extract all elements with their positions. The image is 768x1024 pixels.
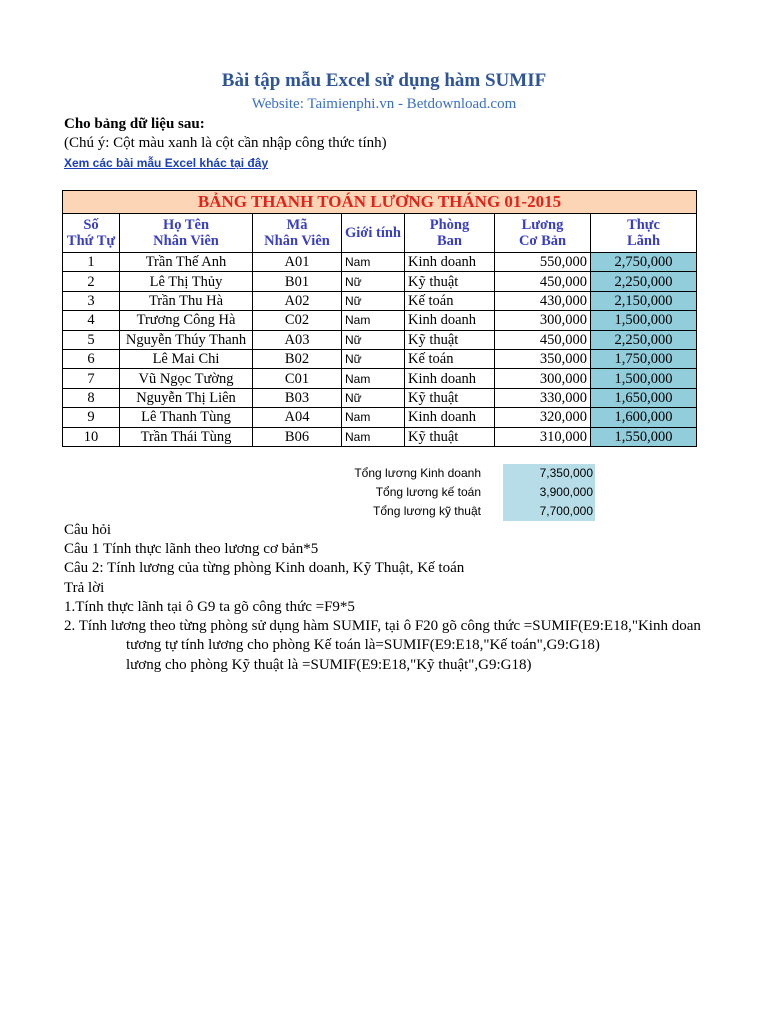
department-cell[interactable]: Kinh doanh (405, 369, 495, 388)
base-salary-cell[interactable]: 350,000 (495, 349, 591, 368)
table-body (63, 253, 697, 447)
base-salary-cell[interactable]: 430,000 (495, 291, 591, 310)
document-title: Bài tập mẫu Excel sử dụng hàm SUMIF (221, 70, 547, 91)
more-examples-link[interactable]: Xem các bài mẫu Excel khác tại đây (64, 156, 269, 170)
gender-cell[interactable]: Nam (342, 408, 405, 427)
column-header-line: Số (83, 217, 99, 233)
table-row (63, 272, 697, 291)
summary-technical (300, 502, 595, 521)
gender-cell[interactable]: Nữ (342, 291, 405, 310)
row-number-cell[interactable]: 8 (63, 388, 120, 407)
table-row (63, 388, 697, 407)
base-salary-cell[interactable]: 300,000 (495, 369, 591, 388)
column-header (253, 214, 342, 253)
employee-id-cell[interactable]: B03 (253, 388, 342, 407)
column-header-line: Giới tính (345, 225, 401, 241)
employee-name-cell[interactable]: Trần Thế Anh (120, 253, 253, 272)
table-row (63, 291, 697, 310)
intro-text: Cho bảng dữ liệu sau: (64, 116, 205, 132)
summary-label: Tổng lương kế toán (375, 485, 481, 499)
department-cell[interactable]: Kế toán (405, 291, 495, 310)
column-header (495, 214, 591, 253)
department-cell[interactable]: Kỹ thuật (405, 330, 495, 349)
table-row (63, 253, 697, 272)
column-header-line: Nhân Viên (153, 233, 219, 249)
employee-name-cell[interactable]: Trần Thái Tùng (120, 427, 253, 446)
questions-heading: Câu hỏi (64, 522, 112, 538)
employee-id-cell[interactable]: C01 (253, 369, 342, 388)
row-number-cell[interactable]: 7 (63, 369, 120, 388)
summary-value: 3,900,000 (503, 483, 595, 502)
table-row (63, 427, 697, 446)
row-number-cell[interactable]: 5 (63, 330, 120, 349)
net-pay-cell[interactable]: 1,600,000 (591, 408, 697, 427)
base-salary-cell[interactable]: 550,000 (495, 253, 591, 272)
website-line: Website: Taimienphi.vn - Betdownload.com (251, 96, 517, 112)
column-header-line: Lãnh (626, 233, 661, 249)
column-header-line: Lương (521, 217, 564, 233)
department-cell[interactable]: Kỹ thuật (405, 427, 495, 446)
column-header (63, 214, 120, 253)
table-banner: BẢNG THANH TOÁN LƯƠNG THÁNG 01-2015 (63, 191, 697, 214)
employee-id-cell[interactable]: B06 (253, 427, 342, 446)
net-pay-cell[interactable]: 1,500,000 (591, 311, 697, 330)
gender-cell[interactable]: Nam (342, 311, 405, 330)
employee-name-cell[interactable]: Nguyễn Thúy Thanh (120, 330, 253, 349)
base-salary-cell[interactable]: 320,000 (495, 408, 591, 427)
base-salary-cell[interactable]: 300,000 (495, 311, 591, 330)
department-cell[interactable]: Kế toán (405, 349, 495, 368)
row-number-cell[interactable]: 9 (63, 408, 120, 427)
net-pay-cell[interactable]: 1,750,000 (591, 349, 697, 368)
employee-name-cell[interactable]: Trần Thu Hà (120, 291, 253, 310)
summary-label: Tổng lương kỹ thuật (373, 504, 481, 518)
answer-1: 1.Tính thực lãnh tại ô G9 ta gõ công thức =F9*5 (64, 599, 355, 615)
employee-name-cell[interactable]: Lê Mai Chi (120, 349, 253, 368)
summary-value: 7,700,000 (503, 502, 595, 521)
row-number-cell[interactable]: 10 (63, 427, 120, 446)
column-header-line: Thực (627, 217, 660, 233)
column-header (405, 214, 495, 253)
column-header-line: Nhân Viên (264, 233, 330, 249)
table-row (63, 349, 697, 368)
column-header-line: Cơ Bản (518, 233, 567, 249)
employee-name-cell[interactable]: Vũ Ngọc Tường (120, 369, 253, 388)
column-header (342, 214, 405, 253)
answer-2-line-2: tương tự tính lương cho phòng Kế toán là=SUMIF(E9:E18,"Kế toán",G9:G18) (126, 637, 600, 653)
employee-id-cell[interactable]: A04 (253, 408, 342, 427)
table-row (63, 408, 697, 427)
employee-id-cell[interactable]: A02 (253, 291, 342, 310)
base-salary-cell[interactable]: 330,000 (495, 388, 591, 407)
column-header-line: Ban (437, 233, 462, 249)
gender-cell[interactable]: Nữ (342, 272, 405, 291)
answer-heading: Trả lời (64, 580, 105, 596)
row-number-cell[interactable]: 2 (63, 272, 120, 291)
column-header (120, 214, 253, 253)
table-row (63, 330, 697, 349)
employee-id-cell[interactable]: A03 (253, 330, 342, 349)
net-pay-cell[interactable]: 1,550,000 (591, 427, 697, 446)
employee-id-cell[interactable]: A01 (253, 253, 342, 272)
employee-name-cell[interactable]: Lê Thanh Tùng (120, 408, 253, 427)
salary-table (62, 190, 697, 447)
table-header-row (63, 214, 697, 253)
base-salary-cell[interactable]: 450,000 (495, 272, 591, 291)
employee-id-cell[interactable]: C02 (253, 311, 342, 330)
gender-cell[interactable]: Nữ (342, 388, 405, 407)
summary-value: 7,350,000 (503, 464, 595, 483)
question-2: Câu 2: Tính lương của từng phòng Kinh doanh, Kỹ Thuật, Kế toán (64, 560, 465, 576)
department-cell[interactable]: Kinh doanh (405, 253, 495, 272)
question-1: Câu 1 Tính thực lãnh theo lương cơ bản*5 (64, 541, 319, 557)
note-text: (Chú ý: Cột màu xanh là cột cần nhập công thức tính) (64, 135, 387, 151)
department-cell[interactable]: Kinh doanh (405, 408, 495, 427)
summary-accounting (300, 483, 595, 502)
department-cell[interactable]: Kinh doanh (405, 311, 495, 330)
department-cell[interactable]: Kỹ thuật (405, 388, 495, 407)
employee-id-cell[interactable]: B02 (253, 349, 342, 368)
column-header-line: Mã (286, 217, 308, 233)
table-row (63, 311, 697, 330)
employee-name-cell[interactable]: Lê Thị Thủy (120, 272, 253, 291)
base-salary-cell[interactable]: 450,000 (495, 330, 591, 349)
base-salary-cell[interactable]: 310,000 (495, 427, 591, 446)
net-pay-cell[interactable]: 2,750,000 (591, 253, 697, 272)
summary-label: Tổng lương Kinh doanh (354, 466, 481, 480)
employee-id-cell[interactable]: B01 (253, 272, 342, 291)
gender-cell[interactable]: Nam (342, 253, 405, 272)
column-header-line: Thứ Tự (66, 233, 116, 249)
gender-cell[interactable]: Nam (342, 427, 405, 446)
net-pay-cell[interactable]: 2,250,000 (591, 272, 697, 291)
row-number-cell[interactable]: 3 (63, 291, 120, 310)
column-header-line: Phòng (429, 217, 470, 233)
answer-2: 2. Tính lương theo từng phòng sử dụng hàm SUMIF, tại ô F20 gõ công thức =SUMIF(E9:E18,"Kinh doan (64, 618, 701, 634)
employee-name-cell[interactable]: Nguyễn Thị Liên (120, 388, 253, 407)
column-header (591, 214, 697, 253)
employee-name-cell[interactable]: Trương Công Hà (120, 311, 253, 330)
department-cell[interactable]: Kỹ thuật (405, 272, 495, 291)
row-number-cell[interactable]: 6 (63, 349, 120, 368)
column-header-line: Họ Tên (162, 217, 210, 233)
gender-cell[interactable]: Nữ (342, 330, 405, 349)
answer-2-line-3: lương cho phòng Kỹ thuật là =SUMIF(E9:E18,"Kỹ thuật",G9:G18) (126, 657, 532, 673)
gender-cell[interactable]: Nữ (342, 349, 405, 368)
summary-business (300, 464, 595, 483)
row-number-cell[interactable]: 1 (63, 253, 120, 272)
net-pay-cell[interactable]: 2,250,000 (591, 330, 697, 349)
net-pay-cell[interactable]: 1,500,000 (591, 369, 697, 388)
gender-cell[interactable]: Nam (342, 369, 405, 388)
net-pay-cell[interactable]: 1,650,000 (591, 388, 697, 407)
row-number-cell[interactable]: 4 (63, 311, 120, 330)
table-row (63, 369, 697, 388)
net-pay-cell[interactable]: 2,150,000 (591, 291, 697, 310)
